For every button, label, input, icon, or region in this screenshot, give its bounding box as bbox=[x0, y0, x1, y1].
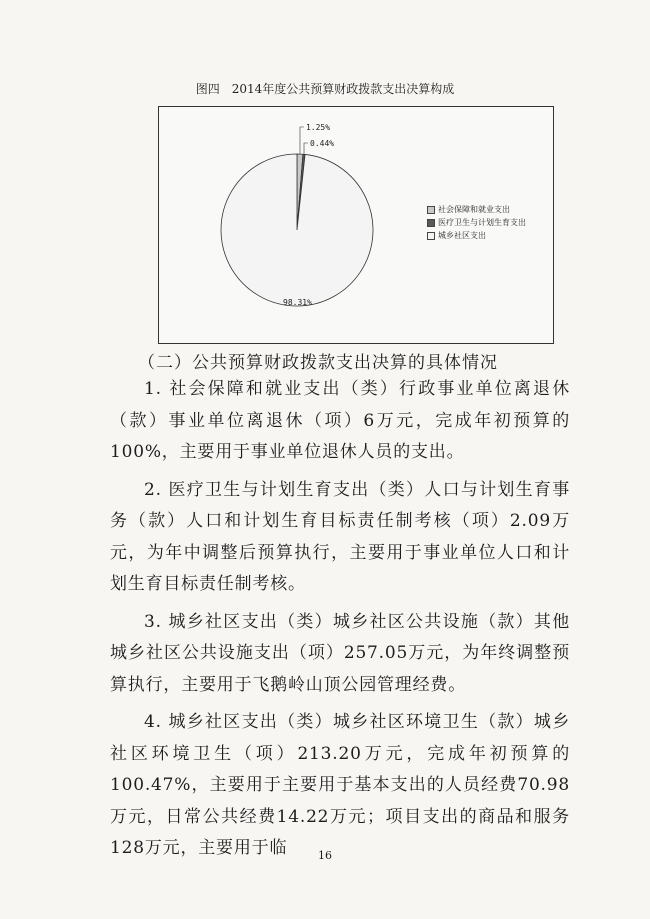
paragraph: 1. 社会保障和就业支出（类）行政事业单位离退休（款）事业单位离退休（项）6万元，完成年初预算的100%，主要用于事业单位退休人员的支出。 bbox=[110, 379, 570, 462]
pie-leader-line bbox=[300, 127, 304, 154]
legend-item bbox=[427, 216, 526, 229]
legend-swatch bbox=[427, 232, 435, 240]
chart-legend bbox=[427, 203, 526, 242]
section-heading: （二）公共预算财政拨款支出决算的具体情况 bbox=[138, 353, 498, 373]
legend-label: 城乡社区支出 bbox=[438, 231, 486, 240]
pie-data-label: 1.25% bbox=[305, 123, 331, 132]
paragraph: 3. 城乡社区支出（类）城乡社区公共设施（款）其他城乡社区公共设施支出（项）257.05万元，为年终调整预算执行，主要用于飞鹅岭山顶公园管理经费。 bbox=[110, 611, 570, 695]
page-number: 16 bbox=[318, 849, 332, 862]
body-text bbox=[110, 374, 570, 871]
pie-slice bbox=[221, 154, 373, 306]
legend-label: 医疗卫生与计划生育支出 bbox=[438, 218, 526, 227]
pie-data-label: 98.31% bbox=[283, 298, 312, 307]
pie-chart-frame bbox=[158, 106, 554, 344]
legend-label: 社会保障和就业支出 bbox=[438, 205, 510, 214]
pie-leader-line bbox=[304, 143, 308, 154]
figure-title: 图四 2014年度公共预算财政拨款支出决算构成 bbox=[195, 82, 455, 96]
pie-data-label: 0.44% bbox=[310, 139, 335, 148]
paragraph: 4. 城乡社区支出（类）城乡社区环境卫生（款）城乡社区环境卫生（项）213.20万元，完成年初预算的100.47%，主要用于主要用于基本支出的人员经费70.98万元，日常公共经费14.22万元；项目支出的商品和服务128万元，主要用于临 bbox=[110, 712, 570, 858]
legend-item bbox=[427, 229, 526, 242]
legend-item bbox=[427, 203, 526, 216]
legend-swatch bbox=[427, 206, 435, 214]
paragraph: 2. 医疗卫生与计划生育支出（类）人口与计划生育事务（款）人口和计划生育目标责任制考核（项）2.09万元，为年中调整后预算执行，主要用于事业单位人口和计划生育目标责任制考核。 bbox=[110, 479, 570, 594]
legend-swatch bbox=[427, 219, 435, 227]
